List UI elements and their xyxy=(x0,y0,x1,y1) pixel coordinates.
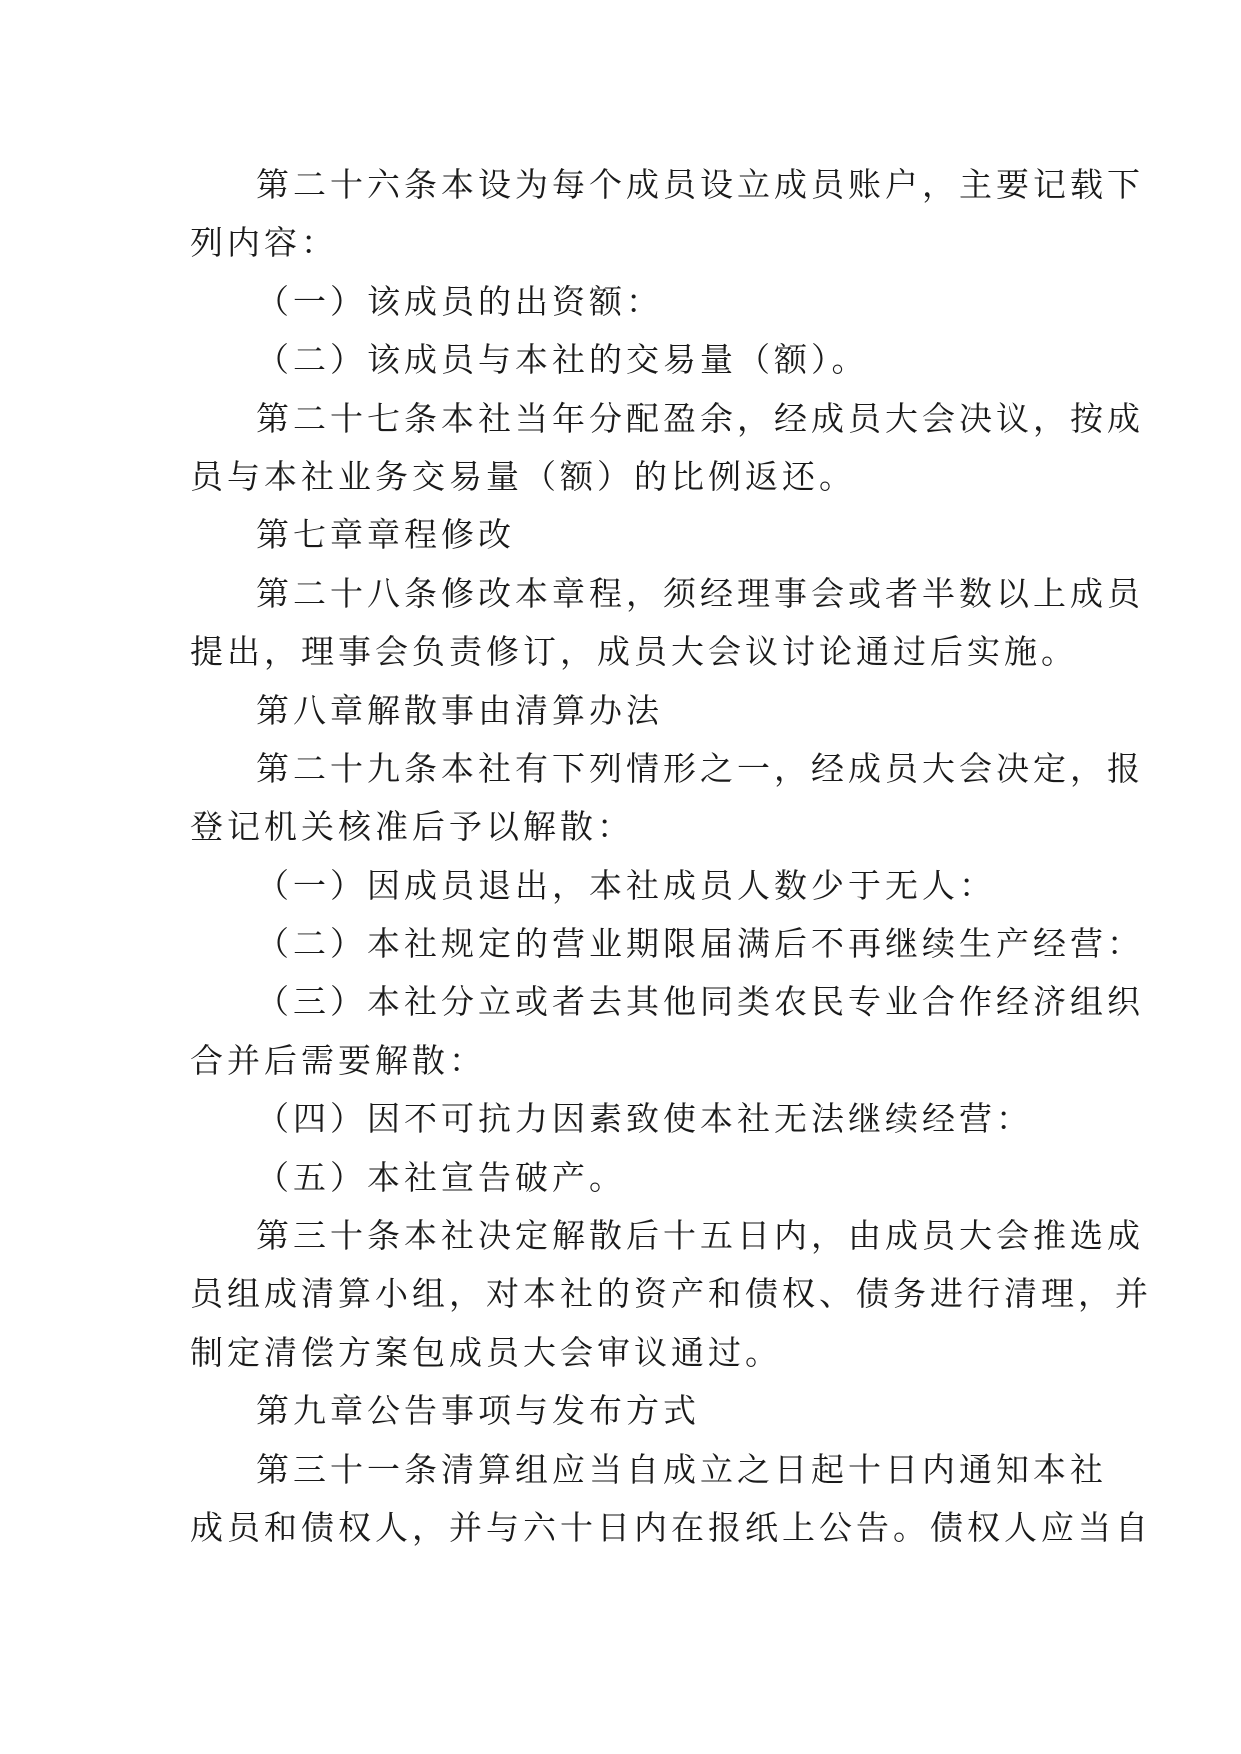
list-item: （五）本社宣告破产。 xyxy=(256,1157,626,1197)
list-item: （一）该成员的出资额： xyxy=(256,281,663,321)
text-line: 第三十条本社决定解散后十五日内，由成员大会推选成 xyxy=(256,1216,1144,1256)
chapter-heading: 第七章章程修改 xyxy=(256,515,515,555)
list-item: （一）因成员退出，本社成员人数少于无人： xyxy=(256,865,996,905)
text-line: 合并后需要解散： xyxy=(190,1040,486,1080)
list-item: （四）因不可抗力因素致使本社无法继续经营： xyxy=(256,1099,1033,1139)
text-line: 第二十七条本社当年分配盈余，经成员大会决议，按成 xyxy=(256,398,1144,438)
chapter-heading: 第八章解散事由清算办法 xyxy=(256,690,663,730)
list-item: （二）本社规定的营业期限届满后不再继续生产经营： xyxy=(256,924,1144,964)
text-line: 第二十六条本设为每个成员设立成员账户，主要记载下 xyxy=(256,165,1144,204)
list-item: （三）本社分立或者去其他同类农民专业合作经济组织 xyxy=(256,982,1144,1022)
text-line: 员与本社业务交易量（额）的比例返还。 xyxy=(190,456,856,496)
text-line: 成员和债权人，并与六十日内在报纸上公告。债权人应当自 xyxy=(190,1507,1152,1547)
text-line: 第二十八条修改本章程，须经理事会或者半数以上成员 xyxy=(256,573,1144,613)
chapter-heading: 第九章公告事项与发布方式 xyxy=(256,1391,700,1431)
text-line: 员组成清算小组，对本社的资产和债权、债务进行清理，并 xyxy=(190,1274,1152,1314)
list-item: （二）该成员与本社的交易量（额）。 xyxy=(256,340,869,380)
text-line: 第二十九条本社有下列情形之一，经成员大会决定，报 xyxy=(256,748,1144,788)
text-line: 制定清偿方案包成员大会审议通过。 xyxy=(190,1332,782,1372)
text-line: 列内容： xyxy=(190,223,338,263)
text-line: 第三十一条清算组应当自成立之日起十日内通知本社 xyxy=(256,1449,1107,1489)
text-line: 提出，理事会负责修订，成员大会议讨论通过后实施。 xyxy=(190,632,1078,672)
text-line: 登记机关核准后予以解散： xyxy=(190,807,634,847)
document-body xyxy=(190,156,1152,1557)
